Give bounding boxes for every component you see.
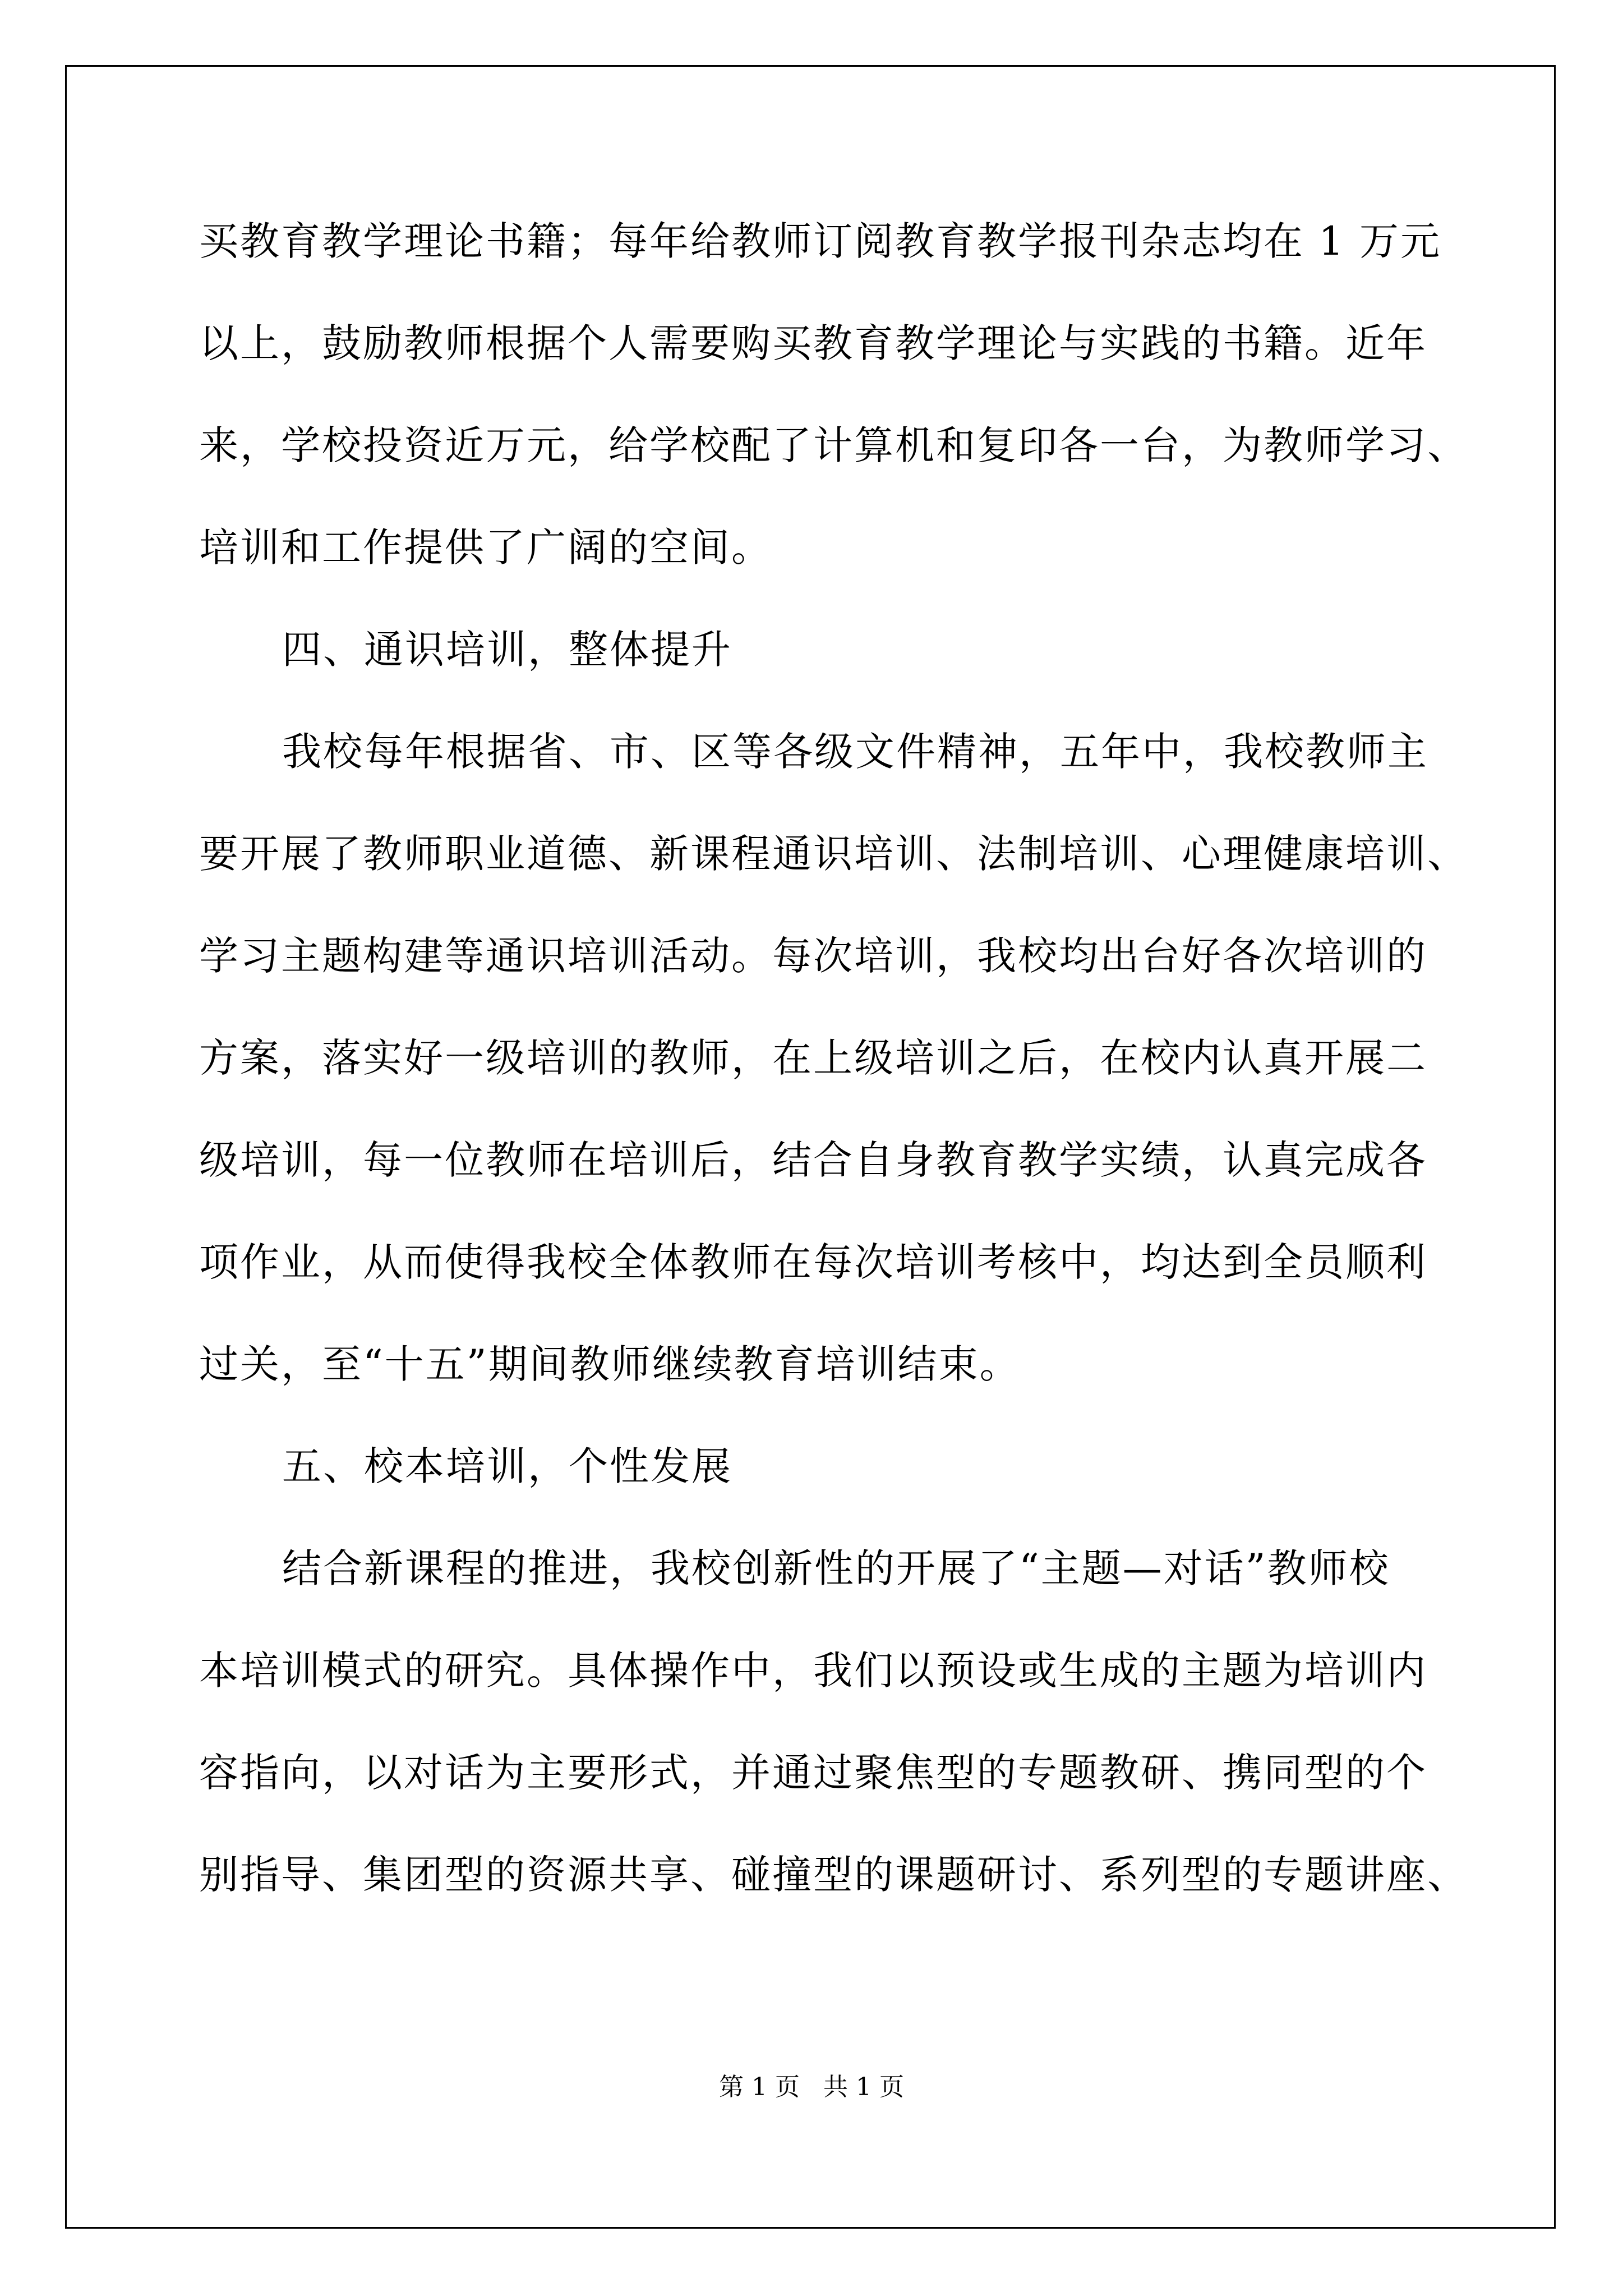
document-body: [199, 218, 1468, 1954]
paragraph-first-line: 我校每年根据省、市、区等各级文件精神，五年中，我校教师主: [282, 729, 1428, 775]
paragraph-first-line: 结合新课程的推进，我校创新性的开展了“主题—对话”教师校: [282, 1545, 1390, 1591]
text-line: 来，学校投资近万元，给学校配了计算机和复印各一台，为教师学习、: [199, 422, 1468, 468]
text-line: 项作业，从而使得我校全体教师在每次培训考核中，均达到全员顺利: [199, 1239, 1427, 1285]
text-line: 学习主题构建等通识培训活动。每次培训，我校均出台好各次培训的: [199, 933, 1427, 979]
text-line: 容指向，以对话为主要形式，并通过聚焦型的专题教研、携同型的个: [199, 1750, 1427, 1796]
page-number-footer: 第 1 页 共 1 页: [719, 2073, 904, 2101]
section-heading: 四、通识培训，整体提升: [282, 627, 732, 673]
text-line: 以上，鼓励教师根据个人需要购买教育教学理论与实践的书籍。近年: [199, 320, 1427, 366]
text-line: 买教育教学理论书籍；每年给教师订阅教育教学报刊杂志均在 1 万元: [199, 218, 1442, 264]
text-line: 要开展了教师职业道德、新课程通识培训、法制培训、心理健康培训、: [199, 831, 1468, 877]
text-line: 培训和工作提供了广阔的空间。: [199, 524, 772, 570]
text-line: 级培训，每一位教师在培训后，结合自身教育教学实绩，认真完成各: [199, 1137, 1427, 1183]
section-heading: 五、校本培训，个性发展: [282, 1443, 732, 1489]
text-line: 本培训模式的研究。具体操作中，我们以预设或生成的主题为培训内: [199, 1648, 1427, 1694]
text-line: 过关，至“十五”期间教师继续教育培训结束。: [199, 1341, 1021, 1387]
text-line: 方案，落实好一级培训的教师，在上级培训之后，在校内认真开展二: [199, 1035, 1427, 1081]
text-line: 别指导、集团型的资源共享、碰撞型的课题研讨、系列型的专题讲座、: [199, 1852, 1468, 1898]
